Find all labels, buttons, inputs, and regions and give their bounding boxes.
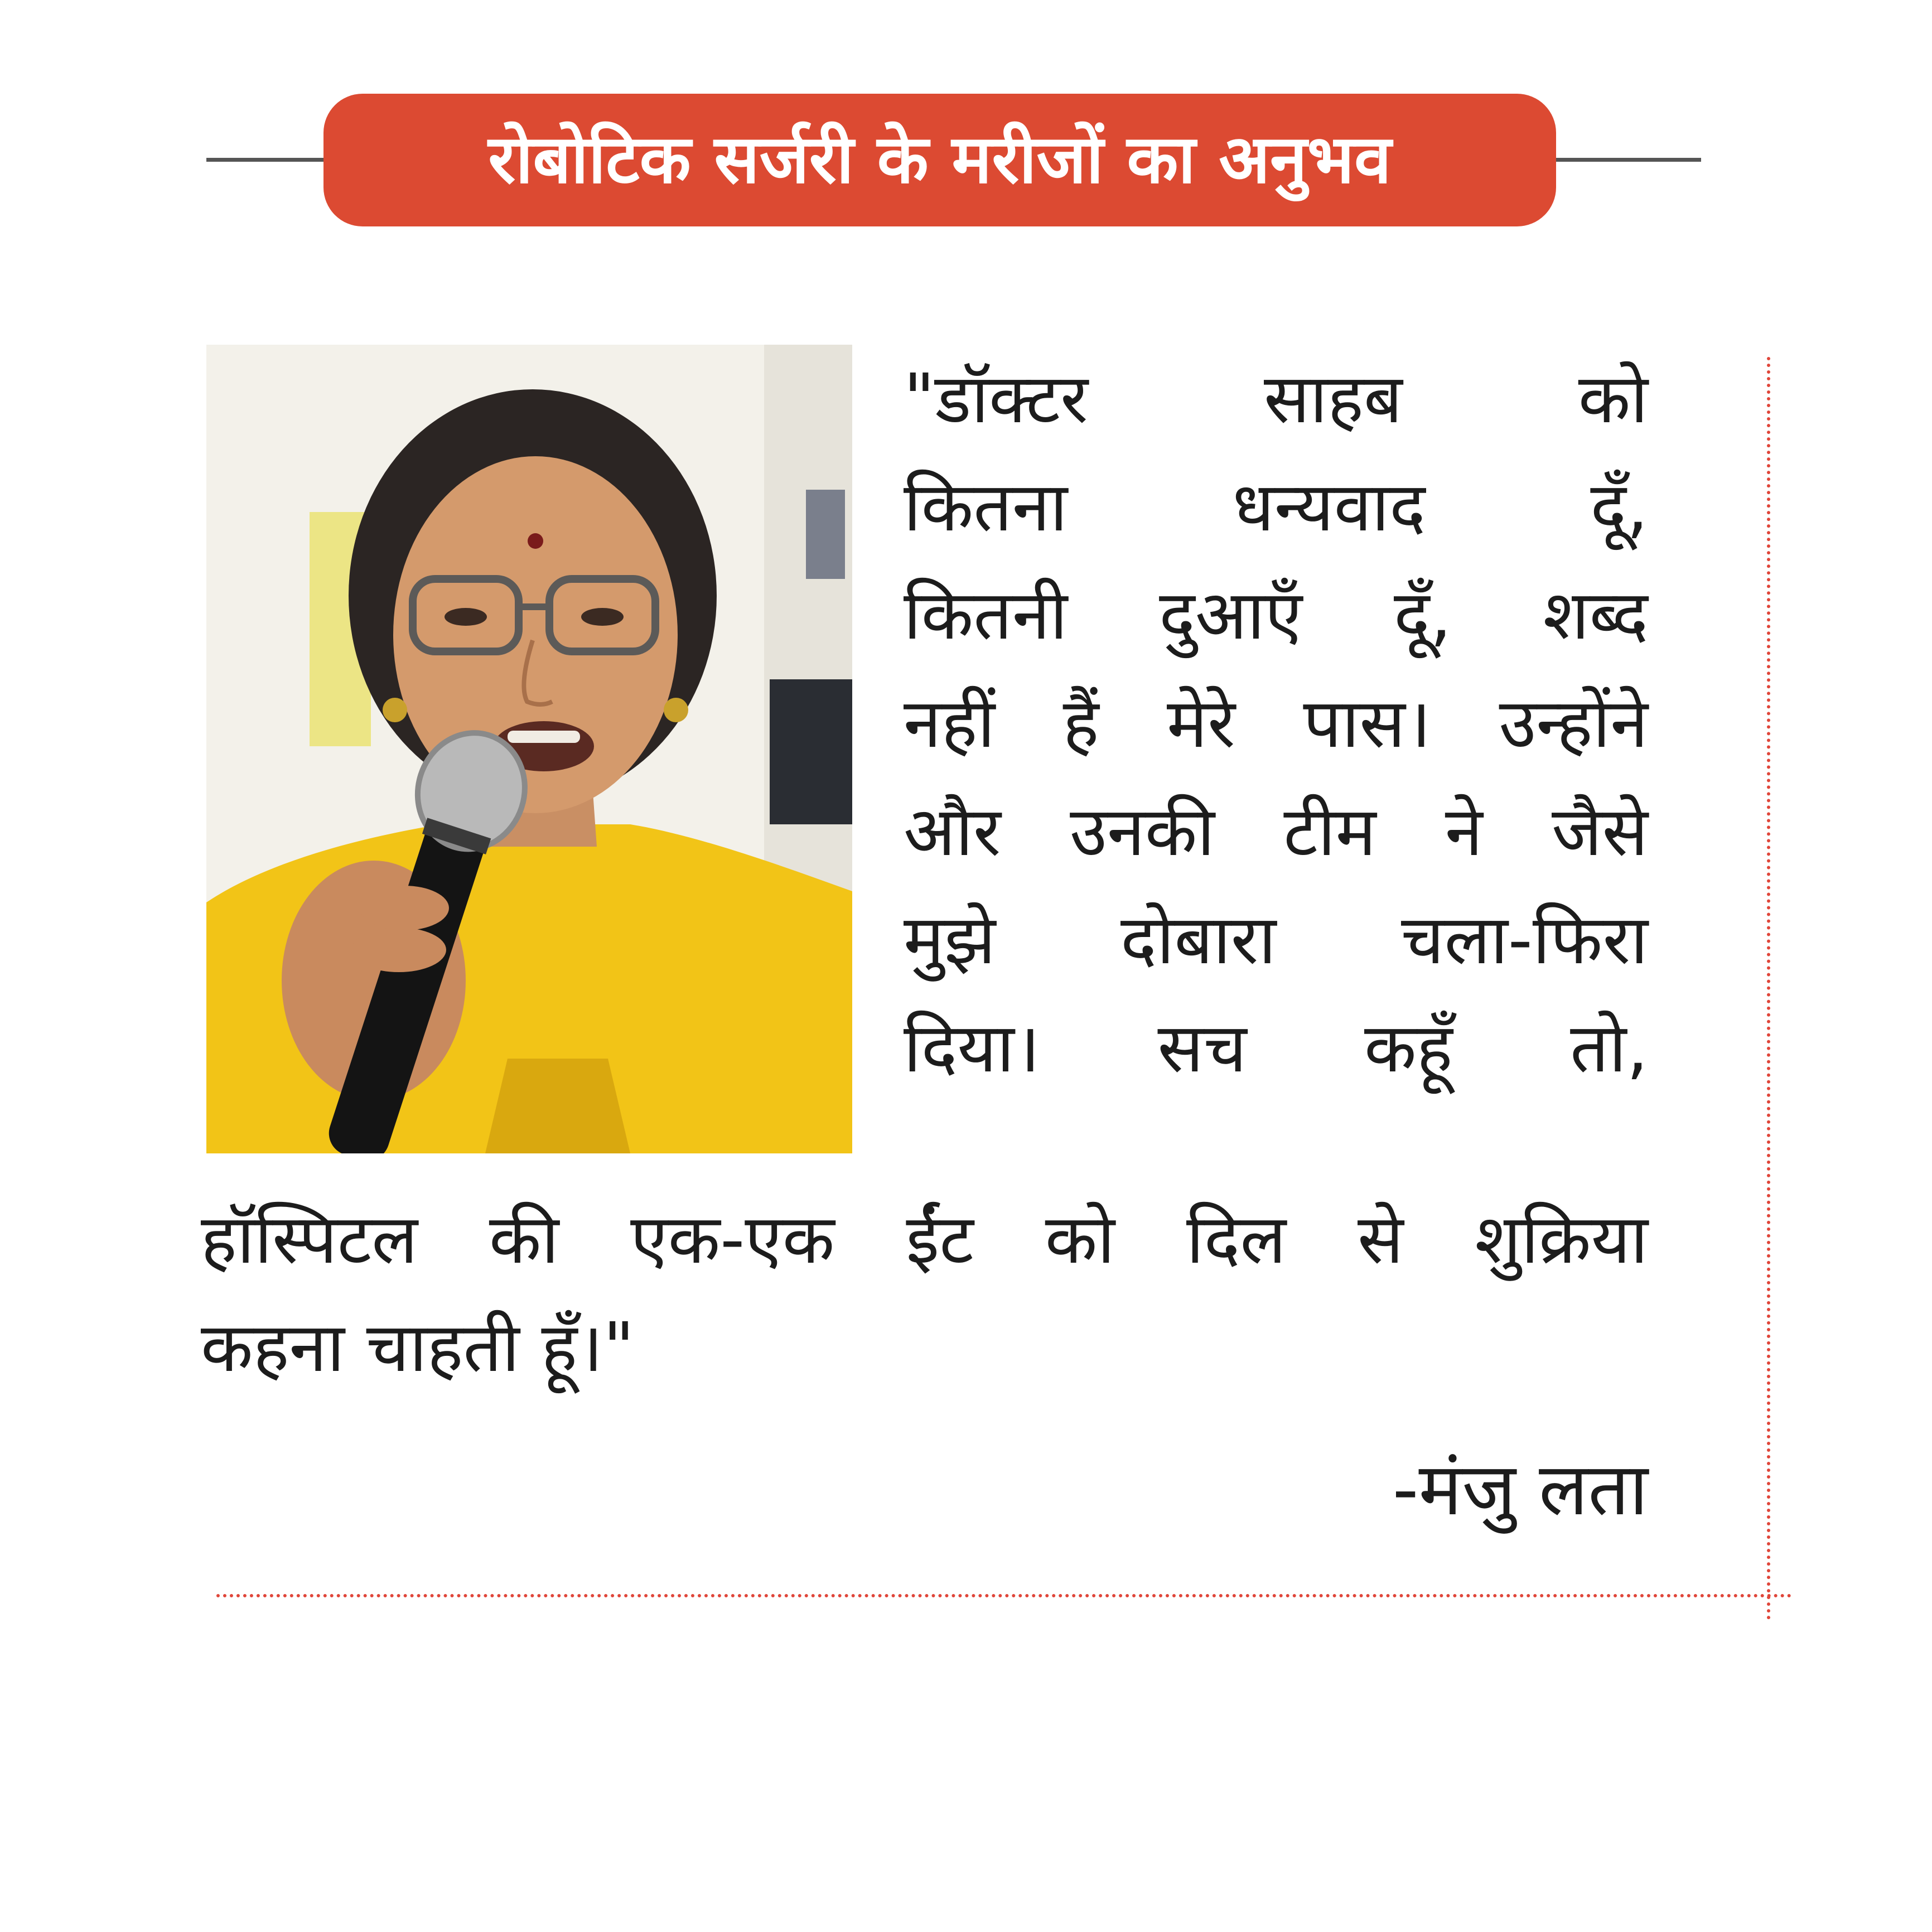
- section-title: रोबोटिक सर्जरी के मरीजों का अनुभव: [488, 121, 1392, 199]
- dotted-border-right: [1767, 357, 1770, 1620]
- section-header: [323, 94, 1556, 226]
- quote-line: कितना धन्यवाद दूँ,: [904, 467, 1648, 547]
- quote-text-lower: [201, 1185, 1648, 1402]
- speaker-photo: [206, 345, 852, 1153]
- quote-line: कितनी दुआएँ दूँ, शब्द: [904, 576, 1648, 655]
- quote-line: "डॉक्टर साहब को: [904, 359, 1648, 438]
- quote-line: और उनकी टीम ने जैसे: [904, 792, 1648, 871]
- header-rule-right: [1551, 158, 1701, 162]
- quote-attribution: -मंजु लता: [1392, 1447, 1648, 1532]
- quote-text-upper: [904, 345, 1648, 1102]
- header-rule-left: [206, 158, 335, 162]
- quote-line: हॉस्पिटल की एक-एक ईंट को दिल से शुक्रिया: [201, 1200, 1648, 1279]
- quote-line: नहीं हैं मेरे पास। उन्होंने: [904, 684, 1648, 763]
- quote-line: मुझे दोबारा चला-फिरा: [904, 900, 1648, 979]
- dotted-border-bottom: [216, 1594, 1792, 1597]
- quote-line: दिया। सच कहूँ तो,: [904, 1008, 1648, 1088]
- quote-line: कहना चाहती हूँ।": [201, 1308, 635, 1387]
